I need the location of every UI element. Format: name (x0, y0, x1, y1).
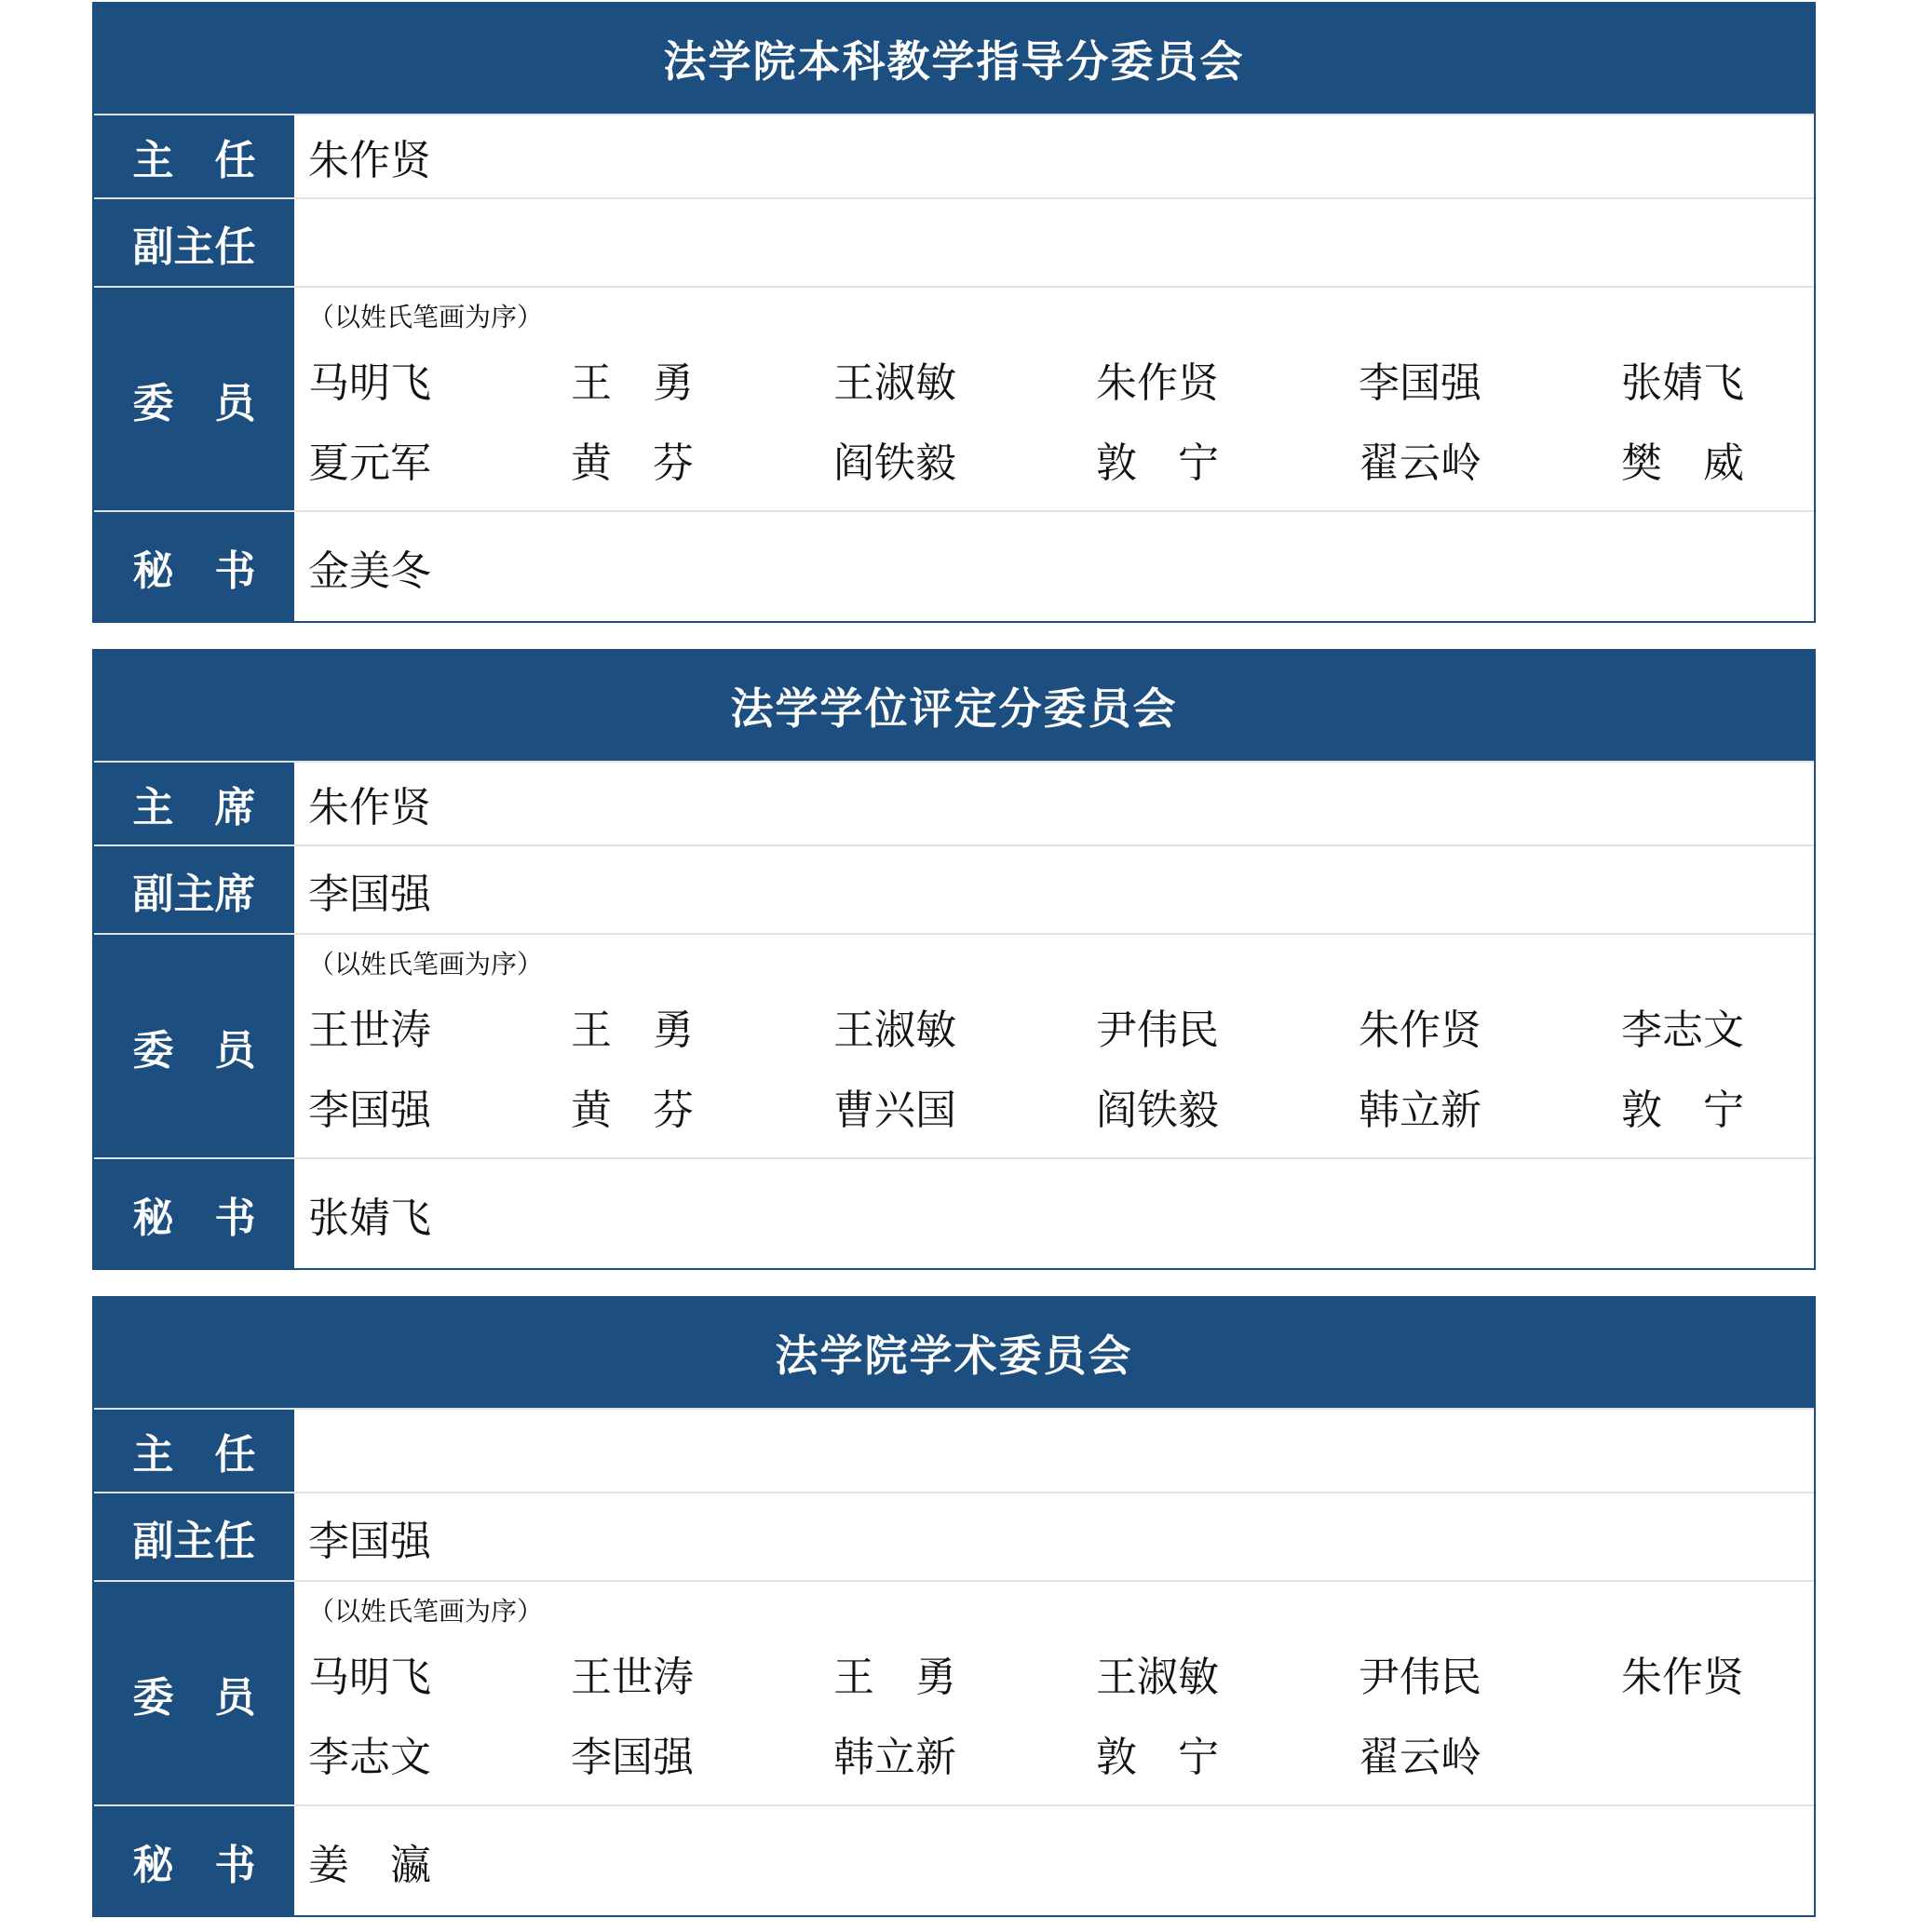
member-name: 朱作贤 (1096, 359, 1219, 407)
member-name: 王淑敏 (833, 1007, 956, 1054)
committee-panel-1 (92, 2, 1816, 623)
member-name: 王淑敏 (1096, 1654, 1219, 1701)
committee-title: 法学院本科教学指导分委员会 (94, 4, 1814, 114)
head-label: 主 席 (94, 763, 294, 844)
secretary-label: 秘 书 (94, 1806, 294, 1915)
member-name: 王 勇 (571, 1007, 694, 1054)
vice-row (94, 844, 1814, 933)
members-label: 委 员 (94, 935, 294, 1157)
members-cell (294, 1582, 1814, 1804)
head-label: 主 任 (94, 115, 294, 197)
members-cell (294, 935, 1814, 1157)
members-list (308, 1643, 1884, 1804)
committee-title: 法学院学术委员会 (94, 1298, 1814, 1408)
member-name: 樊 威 (1621, 439, 1744, 487)
secretary-value: 张婧飞 (308, 1194, 431, 1242)
member-name: 王淑敏 (833, 359, 956, 407)
member-name: 马明飞 (308, 359, 431, 407)
member-name: 尹伟民 (1096, 1007, 1219, 1054)
members-note: （以姓氏笔画为序） (308, 302, 544, 332)
members-label: 委 员 (94, 288, 294, 510)
member-name: 翟云岭 (1359, 1734, 1481, 1781)
member-name: 黄 芬 (571, 1087, 694, 1134)
secretary-label: 秘 书 (94, 512, 294, 621)
secretary-value: 金美冬 (308, 547, 431, 595)
secretary-label: 秘 书 (94, 1159, 294, 1268)
member-name: 敦 宁 (1096, 1734, 1219, 1781)
head-row (94, 114, 1814, 197)
head-value: 朱作贤 (308, 784, 431, 831)
member-name: 敦 宁 (1096, 439, 1219, 487)
members-row (94, 1580, 1814, 1804)
member-name: 韩立新 (833, 1734, 956, 1781)
member-name: 夏元军 (308, 439, 431, 487)
head-row (94, 761, 1814, 844)
members-label: 委 员 (94, 1582, 294, 1804)
member-name: 张婧飞 (1621, 359, 1744, 407)
secretary-row (94, 510, 1814, 621)
committee-panel-3 (92, 1296, 1816, 1917)
member-name: 王世涛 (308, 1007, 431, 1054)
member-name: 尹伟民 (1359, 1654, 1481, 1701)
member-name: 朱作贤 (1359, 1007, 1481, 1054)
vice-label: 副主席 (94, 846, 294, 933)
vice-value (294, 199, 1814, 286)
vice-value: 李国强 (308, 1517, 431, 1565)
member-name: 阎铁毅 (1096, 1087, 1219, 1134)
head-label: 主 任 (94, 1410, 294, 1492)
member-name: 黄 芬 (571, 439, 694, 487)
members-cell (294, 288, 1814, 510)
member-name: 王 勇 (833, 1654, 956, 1701)
member-name: 李国强 (571, 1734, 694, 1781)
vice-row (94, 1492, 1814, 1580)
member-name: 李志文 (308, 1734, 431, 1781)
secretary-row (94, 1157, 1814, 1268)
member-name: 王 勇 (571, 359, 694, 407)
member-name: 曹兴国 (833, 1087, 956, 1134)
vice-value: 李国强 (308, 870, 431, 918)
committee-panel-2 (92, 649, 1816, 1270)
members-note: （以姓氏笔画为序） (308, 949, 544, 980)
secretary-value: 姜 瀛 (308, 1841, 431, 1889)
member-name: 翟云岭 (1359, 439, 1481, 487)
vice-label: 副主任 (94, 1493, 294, 1580)
members-note: （以姓氏笔画为序） (308, 1596, 544, 1627)
member-name: 马明飞 (308, 1654, 431, 1701)
members-list (308, 349, 1884, 509)
members-row (94, 286, 1814, 510)
member-name: 王世涛 (571, 1654, 694, 1701)
head-value (294, 1410, 1814, 1492)
member-name: 李志文 (1621, 1007, 1744, 1054)
head-row (94, 1408, 1814, 1492)
vice-row (94, 197, 1814, 286)
member-name: 李国强 (308, 1087, 431, 1134)
member-name: 朱作贤 (1621, 1654, 1744, 1701)
members-list (308, 996, 1884, 1156)
members-row (94, 933, 1814, 1157)
vice-label: 副主任 (94, 199, 294, 286)
head-value: 朱作贤 (308, 137, 431, 184)
member-name: 李国强 (1359, 359, 1481, 407)
committee-title: 法学学位评定分委员会 (94, 651, 1814, 761)
member-name: 敦 宁 (1621, 1087, 1744, 1134)
member-name: 阎铁毅 (833, 439, 956, 487)
secretary-row (94, 1804, 1814, 1915)
member-name: 韩立新 (1359, 1087, 1481, 1134)
